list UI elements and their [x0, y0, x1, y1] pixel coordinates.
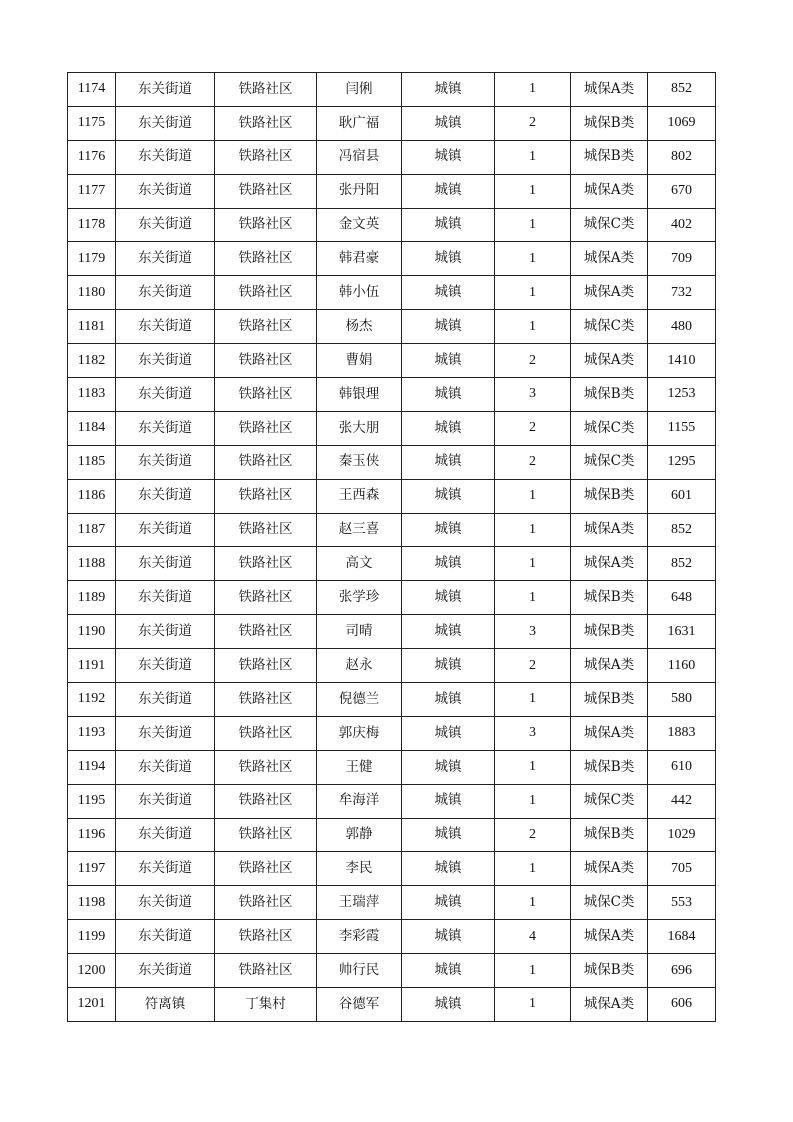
town-cell: 东关街道 — [116, 547, 215, 581]
row-number-cell: 1176 — [68, 140, 116, 174]
table-row — [68, 547, 716, 581]
amount-cell: 1155 — [648, 411, 716, 445]
town-cell: 东关街道 — [116, 106, 215, 140]
person-name-cell: 王瑞萍 — [317, 886, 402, 920]
row-number-cell: 1191 — [68, 649, 116, 683]
person-name-cell: 王健 — [317, 750, 402, 784]
category-cell: 城保A类 — [571, 649, 648, 683]
person-name-cell: 李彩霞 — [317, 920, 402, 954]
household-size-cell: 1 — [495, 683, 571, 717]
person-name-cell: 高文 — [317, 547, 402, 581]
household-size-cell: 1 — [495, 479, 571, 513]
person-name-cell: 郭静 — [317, 818, 402, 852]
category-cell: 城保C类 — [571, 445, 648, 479]
area-type-cell: 城镇 — [402, 615, 495, 649]
community-cell: 铁路社区 — [215, 818, 317, 852]
row-number-cell: 1196 — [68, 818, 116, 852]
household-size-cell: 1 — [495, 242, 571, 276]
community-cell: 铁路社区 — [215, 716, 317, 750]
area-type-cell: 城镇 — [402, 581, 495, 615]
row-number-cell: 1175 — [68, 106, 116, 140]
community-cell: 铁路社区 — [215, 479, 317, 513]
table-row — [68, 310, 716, 344]
person-name-cell: 赵三喜 — [317, 513, 402, 547]
amount-cell: 1069 — [648, 106, 716, 140]
household-size-cell: 2 — [495, 649, 571, 683]
category-cell: 城保A类 — [571, 920, 648, 954]
community-cell: 铁路社区 — [215, 208, 317, 242]
table-row — [68, 954, 716, 988]
town-cell: 东关街道 — [116, 242, 215, 276]
person-name-cell: 牟海洋 — [317, 784, 402, 818]
row-number-cell: 1198 — [68, 886, 116, 920]
household-size-cell: 3 — [495, 716, 571, 750]
area-type-cell: 城镇 — [402, 547, 495, 581]
community-cell: 铁路社区 — [215, 920, 317, 954]
town-cell: 东关街道 — [116, 716, 215, 750]
community-cell: 铁路社区 — [215, 581, 317, 615]
person-name-cell: 王西森 — [317, 479, 402, 513]
town-cell: 东关街道 — [116, 445, 215, 479]
amount-cell: 1410 — [648, 344, 716, 378]
household-size-cell: 1 — [495, 547, 571, 581]
row-number-cell: 1179 — [68, 242, 116, 276]
town-cell: 东关街道 — [116, 140, 215, 174]
community-cell: 铁路社区 — [215, 649, 317, 683]
household-size-cell: 1 — [495, 784, 571, 818]
amount-cell: 606 — [648, 988, 716, 1022]
amount-cell: 610 — [648, 750, 716, 784]
household-size-cell: 1 — [495, 73, 571, 107]
area-type-cell: 城镇 — [402, 818, 495, 852]
community-cell: 铁路社区 — [215, 174, 317, 208]
town-cell: 东关街道 — [116, 344, 215, 378]
person-name-cell: 秦玉侠 — [317, 445, 402, 479]
category-cell: 城保C类 — [571, 784, 648, 818]
table-row — [68, 649, 716, 683]
row-number-cell: 1184 — [68, 411, 116, 445]
category-cell: 城保A类 — [571, 73, 648, 107]
town-cell: 符离镇 — [116, 988, 215, 1022]
row-number-cell: 1192 — [68, 683, 116, 717]
amount-cell: 705 — [648, 852, 716, 886]
row-number-cell: 1188 — [68, 547, 116, 581]
community-cell: 铁路社区 — [215, 378, 317, 412]
row-number-cell: 1183 — [68, 378, 116, 412]
table-row — [68, 716, 716, 750]
amount-cell: 553 — [648, 886, 716, 920]
row-number-cell: 1182 — [68, 344, 116, 378]
area-type-cell: 城镇 — [402, 920, 495, 954]
amount-cell: 732 — [648, 276, 716, 310]
row-number-cell: 1178 — [68, 208, 116, 242]
amount-cell: 852 — [648, 513, 716, 547]
row-number-cell: 1201 — [68, 988, 116, 1022]
area-type-cell: 城镇 — [402, 344, 495, 378]
category-cell: 城保C类 — [571, 411, 648, 445]
table-row — [68, 683, 716, 717]
category-cell: 城保C类 — [571, 208, 648, 242]
town-cell: 东关街道 — [116, 784, 215, 818]
town-cell: 东关街道 — [116, 920, 215, 954]
area-type-cell: 城镇 — [402, 106, 495, 140]
town-cell: 东关街道 — [116, 276, 215, 310]
household-size-cell: 1 — [495, 581, 571, 615]
community-cell: 铁路社区 — [215, 106, 317, 140]
area-type-cell: 城镇 — [402, 716, 495, 750]
community-cell: 铁路社区 — [215, 310, 317, 344]
table-row — [68, 378, 716, 412]
amount-cell: 802 — [648, 140, 716, 174]
person-name-cell: 张大朋 — [317, 411, 402, 445]
town-cell: 东关街道 — [116, 852, 215, 886]
table-row — [68, 818, 716, 852]
town-cell: 东关街道 — [116, 479, 215, 513]
household-size-cell: 2 — [495, 344, 571, 378]
table-row — [68, 411, 716, 445]
area-type-cell: 城镇 — [402, 174, 495, 208]
household-size-cell: 1 — [495, 208, 571, 242]
table-row — [68, 73, 716, 107]
category-cell: 城保B类 — [571, 615, 648, 649]
roster-table — [67, 72, 716, 1022]
amount-cell: 580 — [648, 683, 716, 717]
table-row — [68, 106, 716, 140]
amount-cell: 1684 — [648, 920, 716, 954]
table-row — [68, 581, 716, 615]
amount-cell: 601 — [648, 479, 716, 513]
person-name-cell: 冯宿县 — [317, 140, 402, 174]
table-row — [68, 513, 716, 547]
category-cell: 城保B类 — [571, 140, 648, 174]
town-cell: 东关街道 — [116, 683, 215, 717]
person-name-cell: 杨杰 — [317, 310, 402, 344]
category-cell: 城保B类 — [571, 581, 648, 615]
household-size-cell: 1 — [495, 886, 571, 920]
community-cell: 铁路社区 — [215, 750, 317, 784]
area-type-cell: 城镇 — [402, 513, 495, 547]
town-cell: 东关街道 — [116, 378, 215, 412]
person-name-cell: 韩小伍 — [317, 276, 402, 310]
category-cell: 城保A类 — [571, 716, 648, 750]
category-cell: 城保A类 — [571, 276, 648, 310]
row-number-cell: 1193 — [68, 716, 116, 750]
row-number-cell: 1189 — [68, 581, 116, 615]
row-number-cell: 1190 — [68, 615, 116, 649]
table-row — [68, 920, 716, 954]
category-cell: 城保B类 — [571, 683, 648, 717]
household-size-cell: 1 — [495, 750, 571, 784]
table-row — [68, 479, 716, 513]
amount-cell: 1631 — [648, 615, 716, 649]
category-cell: 城保C类 — [571, 886, 648, 920]
table-row — [68, 140, 716, 174]
community-cell: 铁路社区 — [215, 276, 317, 310]
amount-cell: 402 — [648, 208, 716, 242]
row-number-cell: 1194 — [68, 750, 116, 784]
table-row — [68, 988, 716, 1022]
household-size-cell: 4 — [495, 920, 571, 954]
person-name-cell: 司晴 — [317, 615, 402, 649]
town-cell: 东关街道 — [116, 818, 215, 852]
area-type-cell: 城镇 — [402, 852, 495, 886]
household-size-cell: 1 — [495, 276, 571, 310]
row-number-cell: 1197 — [68, 852, 116, 886]
area-type-cell: 城镇 — [402, 988, 495, 1022]
table-row — [68, 174, 716, 208]
household-size-cell: 1 — [495, 988, 571, 1022]
amount-cell: 1295 — [648, 445, 716, 479]
area-type-cell: 城镇 — [402, 479, 495, 513]
area-type-cell: 城镇 — [402, 411, 495, 445]
community-cell: 铁路社区 — [215, 140, 317, 174]
row-number-cell: 1174 — [68, 73, 116, 107]
amount-cell: 1253 — [648, 378, 716, 412]
amount-cell: 852 — [648, 73, 716, 107]
community-cell: 铁路社区 — [215, 411, 317, 445]
amount-cell: 1029 — [648, 818, 716, 852]
town-cell: 东关街道 — [116, 886, 215, 920]
household-size-cell: 2 — [495, 411, 571, 445]
category-cell: 城保B类 — [571, 954, 648, 988]
row-number-cell: 1187 — [68, 513, 116, 547]
row-number-cell: 1200 — [68, 954, 116, 988]
person-name-cell: 谷德军 — [317, 988, 402, 1022]
person-name-cell: 耿广福 — [317, 106, 402, 140]
amount-cell: 670 — [648, 174, 716, 208]
person-name-cell: 帅行民 — [317, 954, 402, 988]
town-cell: 东关街道 — [116, 615, 215, 649]
amount-cell: 442 — [648, 784, 716, 818]
community-cell: 铁路社区 — [215, 547, 317, 581]
person-name-cell: 金文英 — [317, 208, 402, 242]
community-cell: 铁路社区 — [215, 852, 317, 886]
town-cell: 东关街道 — [116, 954, 215, 988]
person-name-cell: 闫俐 — [317, 73, 402, 107]
person-name-cell: 倪德兰 — [317, 683, 402, 717]
table-row — [68, 445, 716, 479]
table-row — [68, 615, 716, 649]
person-name-cell: 张丹阳 — [317, 174, 402, 208]
row-number-cell: 1177 — [68, 174, 116, 208]
roster-table-body — [68, 73, 716, 1022]
community-cell: 铁路社区 — [215, 73, 317, 107]
town-cell: 东关街道 — [116, 208, 215, 242]
person-name-cell: 李民 — [317, 852, 402, 886]
person-name-cell: 韩银理 — [317, 378, 402, 412]
community-cell: 铁路社区 — [215, 886, 317, 920]
community-cell: 铁路社区 — [215, 445, 317, 479]
person-name-cell: 张学珍 — [317, 581, 402, 615]
community-cell: 铁路社区 — [215, 615, 317, 649]
category-cell: 城保A类 — [571, 988, 648, 1022]
town-cell: 东关街道 — [116, 174, 215, 208]
community-cell: 铁路社区 — [215, 954, 317, 988]
area-type-cell: 城镇 — [402, 140, 495, 174]
category-cell: 城保B类 — [571, 479, 648, 513]
category-cell: 城保B类 — [571, 750, 648, 784]
row-number-cell: 1195 — [68, 784, 116, 818]
category-cell: 城保A类 — [571, 344, 648, 378]
category-cell: 城保A类 — [571, 852, 648, 886]
area-type-cell: 城镇 — [402, 378, 495, 412]
table-row — [68, 784, 716, 818]
category-cell: 城保A类 — [571, 242, 648, 276]
area-type-cell: 城镇 — [402, 954, 495, 988]
category-cell: 城保A类 — [571, 547, 648, 581]
household-size-cell: 1 — [495, 174, 571, 208]
town-cell: 东关街道 — [116, 649, 215, 683]
household-size-cell: 2 — [495, 818, 571, 852]
household-size-cell: 1 — [495, 140, 571, 174]
amount-cell: 480 — [648, 310, 716, 344]
amount-cell: 1883 — [648, 716, 716, 750]
table-row — [68, 344, 716, 378]
area-type-cell: 城镇 — [402, 886, 495, 920]
community-cell: 铁路社区 — [215, 242, 317, 276]
household-size-cell: 2 — [495, 445, 571, 479]
area-type-cell: 城镇 — [402, 649, 495, 683]
household-size-cell: 1 — [495, 852, 571, 886]
area-type-cell: 城镇 — [402, 242, 495, 276]
row-number-cell: 1180 — [68, 276, 116, 310]
amount-cell: 1160 — [648, 649, 716, 683]
amount-cell: 696 — [648, 954, 716, 988]
area-type-cell: 城镇 — [402, 73, 495, 107]
area-type-cell: 城镇 — [402, 208, 495, 242]
table-row — [68, 242, 716, 276]
table-row — [68, 208, 716, 242]
household-size-cell: 3 — [495, 615, 571, 649]
row-number-cell: 1181 — [68, 310, 116, 344]
town-cell: 东关街道 — [116, 750, 215, 784]
community-cell: 铁路社区 — [215, 683, 317, 717]
category-cell: 城保B类 — [571, 106, 648, 140]
town-cell: 东关街道 — [116, 513, 215, 547]
area-type-cell: 城镇 — [402, 683, 495, 717]
community-cell: 丁集村 — [215, 988, 317, 1022]
household-size-cell: 1 — [495, 513, 571, 547]
community-cell: 铁路社区 — [215, 784, 317, 818]
household-size-cell: 1 — [495, 310, 571, 344]
town-cell: 东关街道 — [116, 310, 215, 344]
category-cell: 城保A类 — [571, 513, 648, 547]
area-type-cell: 城镇 — [402, 310, 495, 344]
person-name-cell: 曹娟 — [317, 344, 402, 378]
household-size-cell: 3 — [495, 378, 571, 412]
table-row — [68, 276, 716, 310]
person-name-cell: 韩君豪 — [317, 242, 402, 276]
area-type-cell: 城镇 — [402, 276, 495, 310]
household-size-cell: 2 — [495, 106, 571, 140]
household-size-cell: 1 — [495, 954, 571, 988]
town-cell: 东关街道 — [116, 581, 215, 615]
category-cell: 城保B类 — [571, 378, 648, 412]
town-cell: 东关街道 — [116, 73, 215, 107]
person-name-cell: 赵永 — [317, 649, 402, 683]
town-cell: 东关街道 — [116, 411, 215, 445]
area-type-cell: 城镇 — [402, 750, 495, 784]
row-number-cell: 1186 — [68, 479, 116, 513]
table-row — [68, 886, 716, 920]
table-row — [68, 852, 716, 886]
table-row — [68, 750, 716, 784]
category-cell: 城保A类 — [571, 174, 648, 208]
community-cell: 铁路社区 — [215, 513, 317, 547]
area-type-cell: 城镇 — [402, 784, 495, 818]
category-cell: 城保C类 — [571, 310, 648, 344]
category-cell: 城保B类 — [571, 818, 648, 852]
row-number-cell: 1185 — [68, 445, 116, 479]
area-type-cell: 城镇 — [402, 445, 495, 479]
community-cell: 铁路社区 — [215, 344, 317, 378]
person-name-cell: 郭庆梅 — [317, 716, 402, 750]
row-number-cell: 1199 — [68, 920, 116, 954]
amount-cell: 648 — [648, 581, 716, 615]
amount-cell: 852 — [648, 547, 716, 581]
amount-cell: 709 — [648, 242, 716, 276]
